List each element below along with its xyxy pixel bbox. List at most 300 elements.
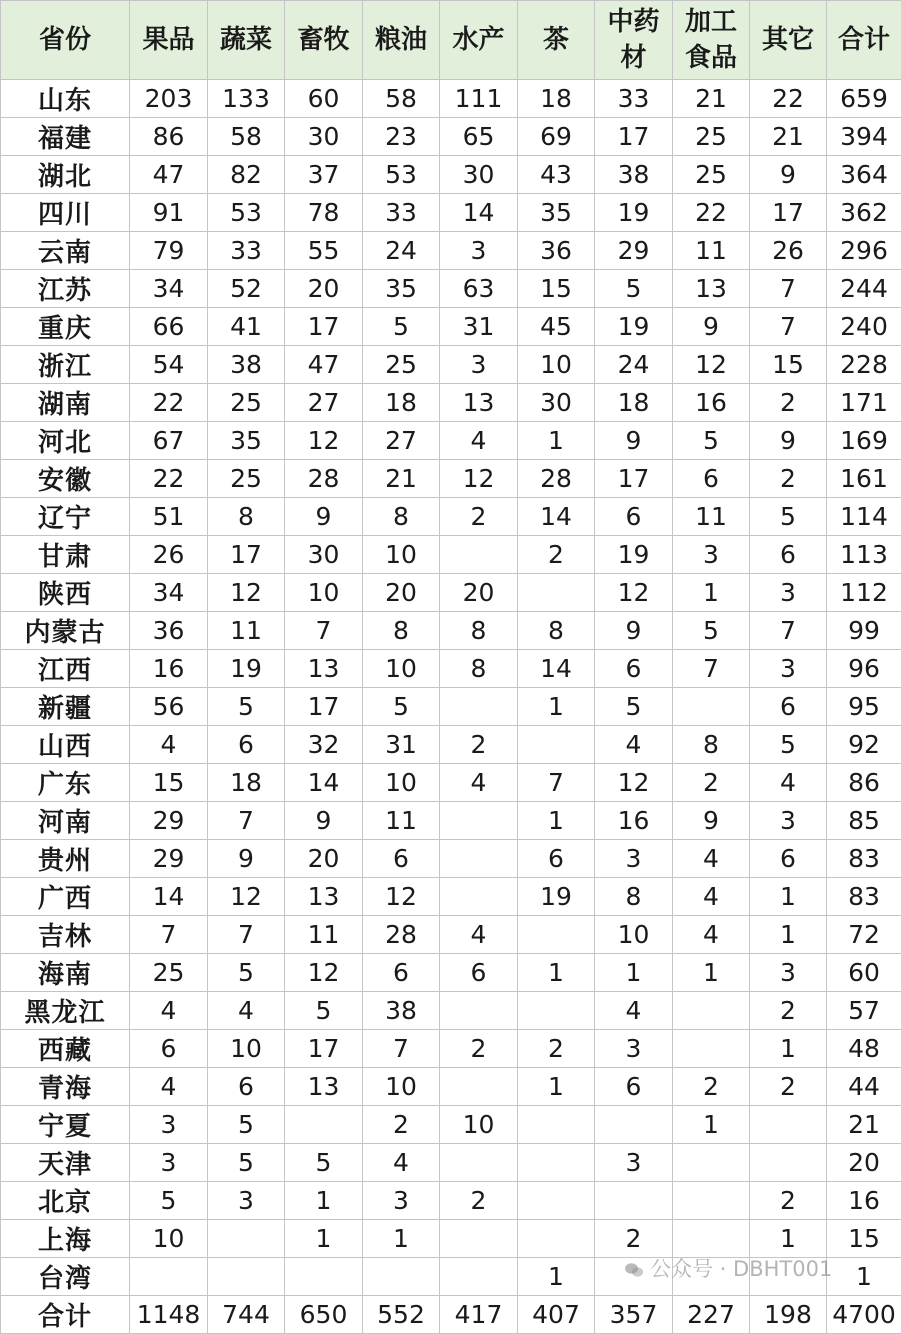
value-cell: 10 <box>363 764 440 802</box>
value-cell: 31 <box>363 726 440 764</box>
value-cell: 67 <box>130 422 208 460</box>
province-cell: 黑龙江 <box>1 992 130 1030</box>
province-cell: 江苏 <box>1 270 130 308</box>
value-cell: 41 <box>208 308 285 346</box>
value-cell: 4 <box>750 764 827 802</box>
value-cell: 9 <box>750 422 827 460</box>
value-cell: 19 <box>595 194 673 232</box>
value-cell: 29 <box>595 232 673 270</box>
value-cell: 11 <box>208 612 285 650</box>
value-cell <box>518 1220 595 1258</box>
column-header: 中药材 <box>595 1 673 80</box>
value-cell: 9 <box>285 802 363 840</box>
value-cell: 113 <box>827 536 901 574</box>
value-cell: 8 <box>363 612 440 650</box>
value-cell: 30 <box>440 156 518 194</box>
province-cell: 北京 <box>1 1182 130 1220</box>
total-value-cell: 417 <box>440 1296 518 1334</box>
value-cell: 4 <box>440 422 518 460</box>
value-cell <box>285 1106 363 1144</box>
total-value-cell: 4700 <box>827 1296 901 1334</box>
value-cell <box>440 878 518 916</box>
value-cell: 12 <box>673 346 750 384</box>
value-cell: 1 <box>363 1220 440 1258</box>
province-cell: 湖北 <box>1 156 130 194</box>
value-cell: 18 <box>595 384 673 422</box>
value-cell: 4 <box>595 992 673 1030</box>
value-cell: 6 <box>595 650 673 688</box>
table-row <box>1 916 901 954</box>
value-cell: 6 <box>518 840 595 878</box>
province-cell: 江西 <box>1 650 130 688</box>
value-cell: 6 <box>595 1068 673 1106</box>
value-cell: 12 <box>285 954 363 992</box>
value-cell: 29 <box>130 802 208 840</box>
value-cell <box>518 1144 595 1182</box>
value-cell: 3 <box>595 1030 673 1068</box>
value-cell: 1 <box>285 1182 363 1220</box>
table-row <box>1 346 901 384</box>
value-cell: 16 <box>130 650 208 688</box>
value-cell: 10 <box>440 1106 518 1144</box>
value-cell: 34 <box>130 270 208 308</box>
province-cell: 浙江 <box>1 346 130 384</box>
value-cell: 20 <box>285 840 363 878</box>
value-cell: 53 <box>363 156 440 194</box>
value-cell: 4 <box>208 992 285 1030</box>
wechat-icon <box>624 1259 644 1275</box>
value-cell: 72 <box>827 916 901 954</box>
table-row <box>1 118 901 156</box>
value-cell: 2 <box>518 1030 595 1068</box>
value-cell: 362 <box>827 194 901 232</box>
province-cell: 内蒙古 <box>1 612 130 650</box>
value-cell: 56 <box>130 688 208 726</box>
total-value-cell: 650 <box>285 1296 363 1334</box>
value-cell: 69 <box>518 118 595 156</box>
value-cell: 36 <box>518 232 595 270</box>
table-row <box>1 840 901 878</box>
value-cell: 3 <box>750 650 827 688</box>
value-cell: 7 <box>518 764 595 802</box>
total-label-cell: 合计 <box>1 1296 130 1334</box>
value-cell: 5 <box>208 688 285 726</box>
value-cell: 5 <box>750 726 827 764</box>
value-cell: 5 <box>595 688 673 726</box>
value-cell: 6 <box>750 688 827 726</box>
value-cell: 78 <box>285 194 363 232</box>
value-cell: 96 <box>827 650 901 688</box>
value-cell: 17 <box>595 118 673 156</box>
watermark <box>624 1253 832 1283</box>
table-row <box>1 726 901 764</box>
value-cell: 2 <box>440 1030 518 1068</box>
column-header: 水产 <box>440 1 518 80</box>
value-cell: 9 <box>673 802 750 840</box>
value-cell: 22 <box>130 460 208 498</box>
value-cell <box>440 1258 518 1296</box>
value-cell: 28 <box>518 460 595 498</box>
value-cell: 10 <box>208 1030 285 1068</box>
value-cell: 23 <box>363 118 440 156</box>
value-cell: 48 <box>827 1030 901 1068</box>
province-cell: 河北 <box>1 422 130 460</box>
value-cell: 5 <box>750 498 827 536</box>
province-cell: 西藏 <box>1 1030 130 1068</box>
province-cell: 四川 <box>1 194 130 232</box>
value-cell: 8 <box>673 726 750 764</box>
value-cell: 6 <box>363 954 440 992</box>
value-cell: 161 <box>827 460 901 498</box>
table-row <box>1 954 901 992</box>
value-cell: 1 <box>518 1258 595 1296</box>
province-cell: 重庆 <box>1 308 130 346</box>
value-cell: 26 <box>750 232 827 270</box>
value-cell <box>440 1068 518 1106</box>
column-header: 合计 <box>827 1 901 80</box>
value-cell <box>518 992 595 1030</box>
value-cell: 33 <box>363 194 440 232</box>
value-cell: 43 <box>518 156 595 194</box>
value-cell <box>440 1220 518 1258</box>
value-cell: 112 <box>827 574 901 612</box>
value-cell: 2 <box>750 460 827 498</box>
value-cell: 10 <box>130 1220 208 1258</box>
value-cell: 7 <box>208 802 285 840</box>
value-cell <box>518 1106 595 1144</box>
value-cell <box>440 688 518 726</box>
value-cell: 8 <box>363 498 440 536</box>
value-cell: 7 <box>750 612 827 650</box>
value-cell: 7 <box>130 916 208 954</box>
value-cell <box>595 1106 673 1144</box>
value-cell <box>673 1182 750 1220</box>
value-cell: 21 <box>750 118 827 156</box>
table-row <box>1 232 901 270</box>
value-cell: 60 <box>285 80 363 118</box>
value-cell: 1 <box>827 1258 901 1296</box>
value-cell: 2 <box>440 726 518 764</box>
value-cell: 3 <box>440 346 518 384</box>
total-value-cell: 552 <box>363 1296 440 1334</box>
value-cell: 9 <box>673 308 750 346</box>
value-cell: 10 <box>595 916 673 954</box>
value-cell: 47 <box>130 156 208 194</box>
value-cell: 15 <box>750 346 827 384</box>
province-cell: 吉林 <box>1 916 130 954</box>
value-cell: 171 <box>827 384 901 422</box>
value-cell: 14 <box>518 650 595 688</box>
value-cell: 12 <box>595 764 673 802</box>
value-cell: 38 <box>595 156 673 194</box>
value-cell: 17 <box>285 1030 363 1068</box>
value-cell: 240 <box>827 308 901 346</box>
value-cell: 4 <box>363 1144 440 1182</box>
value-cell: 3 <box>130 1144 208 1182</box>
value-cell: 99 <box>827 612 901 650</box>
value-cell: 4 <box>130 726 208 764</box>
value-cell: 3 <box>208 1182 285 1220</box>
value-cell: 5 <box>363 308 440 346</box>
value-cell: 6 <box>750 536 827 574</box>
value-cell: 8 <box>440 650 518 688</box>
value-cell: 85 <box>827 802 901 840</box>
table-row <box>1 802 901 840</box>
total-value-cell: 407 <box>518 1296 595 1334</box>
table-body <box>1 80 901 1334</box>
value-cell: 25 <box>673 118 750 156</box>
value-cell: 3 <box>750 954 827 992</box>
value-cell: 17 <box>285 308 363 346</box>
province-cell: 辽宁 <box>1 498 130 536</box>
value-cell: 2 <box>750 1182 827 1220</box>
value-cell: 21 <box>673 80 750 118</box>
value-cell: 51 <box>130 498 208 536</box>
value-cell: 58 <box>208 118 285 156</box>
value-cell: 12 <box>595 574 673 612</box>
value-cell: 9 <box>285 498 363 536</box>
value-cell: 65 <box>440 118 518 156</box>
value-cell: 3 <box>363 1182 440 1220</box>
value-cell: 1 <box>518 422 595 460</box>
value-cell <box>518 916 595 954</box>
table-row <box>1 194 901 232</box>
value-cell: 6 <box>673 460 750 498</box>
value-cell: 6 <box>208 726 285 764</box>
value-cell: 2 <box>673 764 750 802</box>
value-cell <box>363 1258 440 1296</box>
value-cell: 36 <box>130 612 208 650</box>
value-cell: 21 <box>827 1106 901 1144</box>
table-row <box>1 992 901 1030</box>
value-cell <box>673 1220 750 1258</box>
value-cell: 86 <box>827 764 901 802</box>
value-cell: 25 <box>130 954 208 992</box>
value-cell: 19 <box>595 308 673 346</box>
table-row <box>1 498 901 536</box>
value-cell: 22 <box>130 384 208 422</box>
province-cell: 陕西 <box>1 574 130 612</box>
value-cell: 10 <box>363 1068 440 1106</box>
value-cell: 12 <box>285 422 363 460</box>
value-cell: 18 <box>208 764 285 802</box>
value-cell: 5 <box>673 612 750 650</box>
value-cell: 1 <box>750 878 827 916</box>
value-cell: 1 <box>285 1220 363 1258</box>
total-row <box>1 1296 901 1334</box>
value-cell: 24 <box>595 346 673 384</box>
province-cell: 广西 <box>1 878 130 916</box>
value-cell: 1 <box>518 688 595 726</box>
value-cell: 8 <box>595 878 673 916</box>
column-header: 粮油 <box>363 1 440 80</box>
total-value-cell: 227 <box>673 1296 750 1334</box>
value-cell: 12 <box>208 574 285 612</box>
value-cell: 14 <box>130 878 208 916</box>
value-cell: 10 <box>363 650 440 688</box>
province-cell: 广东 <box>1 764 130 802</box>
value-cell: 6 <box>130 1030 208 1068</box>
value-cell: 2 <box>750 384 827 422</box>
table-row <box>1 574 901 612</box>
value-cell: 22 <box>673 194 750 232</box>
table-row <box>1 80 901 118</box>
value-cell: 34 <box>130 574 208 612</box>
value-cell: 7 <box>363 1030 440 1068</box>
value-cell: 9 <box>595 422 673 460</box>
value-cell: 9 <box>208 840 285 878</box>
value-cell: 133 <box>208 80 285 118</box>
value-cell: 13 <box>440 384 518 422</box>
value-cell: 228 <box>827 346 901 384</box>
table-row <box>1 878 901 916</box>
value-cell: 28 <box>285 460 363 498</box>
value-cell: 6 <box>363 840 440 878</box>
value-cell: 4 <box>130 992 208 1030</box>
value-cell: 7 <box>285 612 363 650</box>
table-row <box>1 1144 901 1182</box>
value-cell: 21 <box>363 460 440 498</box>
value-cell: 17 <box>595 460 673 498</box>
value-cell: 114 <box>827 498 901 536</box>
value-cell: 32 <box>285 726 363 764</box>
value-cell: 11 <box>673 232 750 270</box>
value-cell: 1 <box>750 916 827 954</box>
value-cell: 8 <box>440 612 518 650</box>
value-cell: 30 <box>285 536 363 574</box>
value-cell: 63 <box>440 270 518 308</box>
value-cell: 25 <box>673 156 750 194</box>
value-cell: 1 <box>518 954 595 992</box>
value-cell: 169 <box>827 422 901 460</box>
table-row <box>1 156 901 194</box>
value-cell: 11 <box>363 802 440 840</box>
province-cell: 贵州 <box>1 840 130 878</box>
province-cell: 海南 <box>1 954 130 992</box>
value-cell: 5 <box>208 1144 285 1182</box>
value-cell <box>673 1030 750 1068</box>
value-cell: 91 <box>130 194 208 232</box>
value-cell: 1 <box>673 1106 750 1144</box>
value-cell: 394 <box>827 118 901 156</box>
column-header: 省份 <box>1 1 130 80</box>
value-cell: 45 <box>518 308 595 346</box>
value-cell: 11 <box>673 498 750 536</box>
value-cell: 13 <box>285 1068 363 1106</box>
value-cell: 25 <box>208 460 285 498</box>
column-header: 果品 <box>130 1 208 80</box>
value-cell: 19 <box>208 650 285 688</box>
value-cell: 3 <box>595 840 673 878</box>
value-cell: 5 <box>208 954 285 992</box>
value-cell <box>440 1144 518 1182</box>
value-cell: 16 <box>673 384 750 422</box>
value-cell: 12 <box>363 878 440 916</box>
value-cell: 6 <box>595 498 673 536</box>
value-cell: 5 <box>285 1144 363 1182</box>
value-cell: 7 <box>208 916 285 954</box>
value-cell: 20 <box>440 574 518 612</box>
value-cell: 95 <box>827 688 901 726</box>
value-cell: 20 <box>285 270 363 308</box>
table-row <box>1 1220 901 1258</box>
province-cell: 湖南 <box>1 384 130 422</box>
province-cell: 台湾 <box>1 1258 130 1296</box>
value-cell <box>673 1144 750 1182</box>
value-cell: 33 <box>595 80 673 118</box>
value-cell: 10 <box>363 536 440 574</box>
value-cell: 17 <box>208 536 285 574</box>
value-cell <box>673 992 750 1030</box>
value-cell: 4 <box>673 840 750 878</box>
value-cell: 3 <box>750 574 827 612</box>
value-cell: 10 <box>518 346 595 384</box>
value-cell: 5 <box>363 688 440 726</box>
province-cell: 山东 <box>1 80 130 118</box>
value-cell: 5 <box>285 992 363 1030</box>
value-cell: 18 <box>363 384 440 422</box>
table-row <box>1 612 901 650</box>
header-row <box>1 1 901 80</box>
value-cell: 19 <box>518 878 595 916</box>
value-cell: 53 <box>208 194 285 232</box>
value-cell: 92 <box>827 726 901 764</box>
value-cell <box>518 726 595 764</box>
value-cell: 60 <box>827 954 901 992</box>
value-cell: 7 <box>750 270 827 308</box>
value-cell: 18 <box>518 80 595 118</box>
value-cell: 296 <box>827 232 901 270</box>
table-row <box>1 764 901 802</box>
value-cell: 4 <box>440 764 518 802</box>
value-cell: 1 <box>518 802 595 840</box>
value-cell: 11 <box>285 916 363 954</box>
value-cell: 83 <box>827 878 901 916</box>
value-cell: 58 <box>363 80 440 118</box>
province-cell: 安徽 <box>1 460 130 498</box>
table-row <box>1 384 901 422</box>
value-cell: 16 <box>827 1182 901 1220</box>
value-cell: 4 <box>130 1068 208 1106</box>
province-cell: 宁夏 <box>1 1106 130 1144</box>
value-cell: 22 <box>750 80 827 118</box>
value-cell: 3 <box>130 1106 208 1144</box>
table-row <box>1 536 901 574</box>
value-cell: 13 <box>285 650 363 688</box>
value-cell: 52 <box>208 270 285 308</box>
value-cell: 8 <box>518 612 595 650</box>
value-cell: 17 <box>285 688 363 726</box>
value-cell <box>208 1258 285 1296</box>
value-cell: 27 <box>363 422 440 460</box>
value-cell <box>440 536 518 574</box>
value-cell: 1 <box>750 1220 827 1258</box>
value-cell: 1 <box>595 954 673 992</box>
value-cell: 5 <box>130 1182 208 1220</box>
value-cell: 6 <box>750 840 827 878</box>
table-row <box>1 308 901 346</box>
value-cell: 9 <box>595 612 673 650</box>
total-value-cell: 1148 <box>130 1296 208 1334</box>
value-cell: 15 <box>518 270 595 308</box>
column-header: 茶 <box>518 1 595 80</box>
value-cell: 5 <box>208 1106 285 1144</box>
value-cell: 2 <box>750 992 827 1030</box>
value-cell: 55 <box>285 232 363 270</box>
value-cell: 12 <box>208 878 285 916</box>
value-cell: 24 <box>363 232 440 270</box>
value-cell: 2 <box>595 1220 673 1258</box>
